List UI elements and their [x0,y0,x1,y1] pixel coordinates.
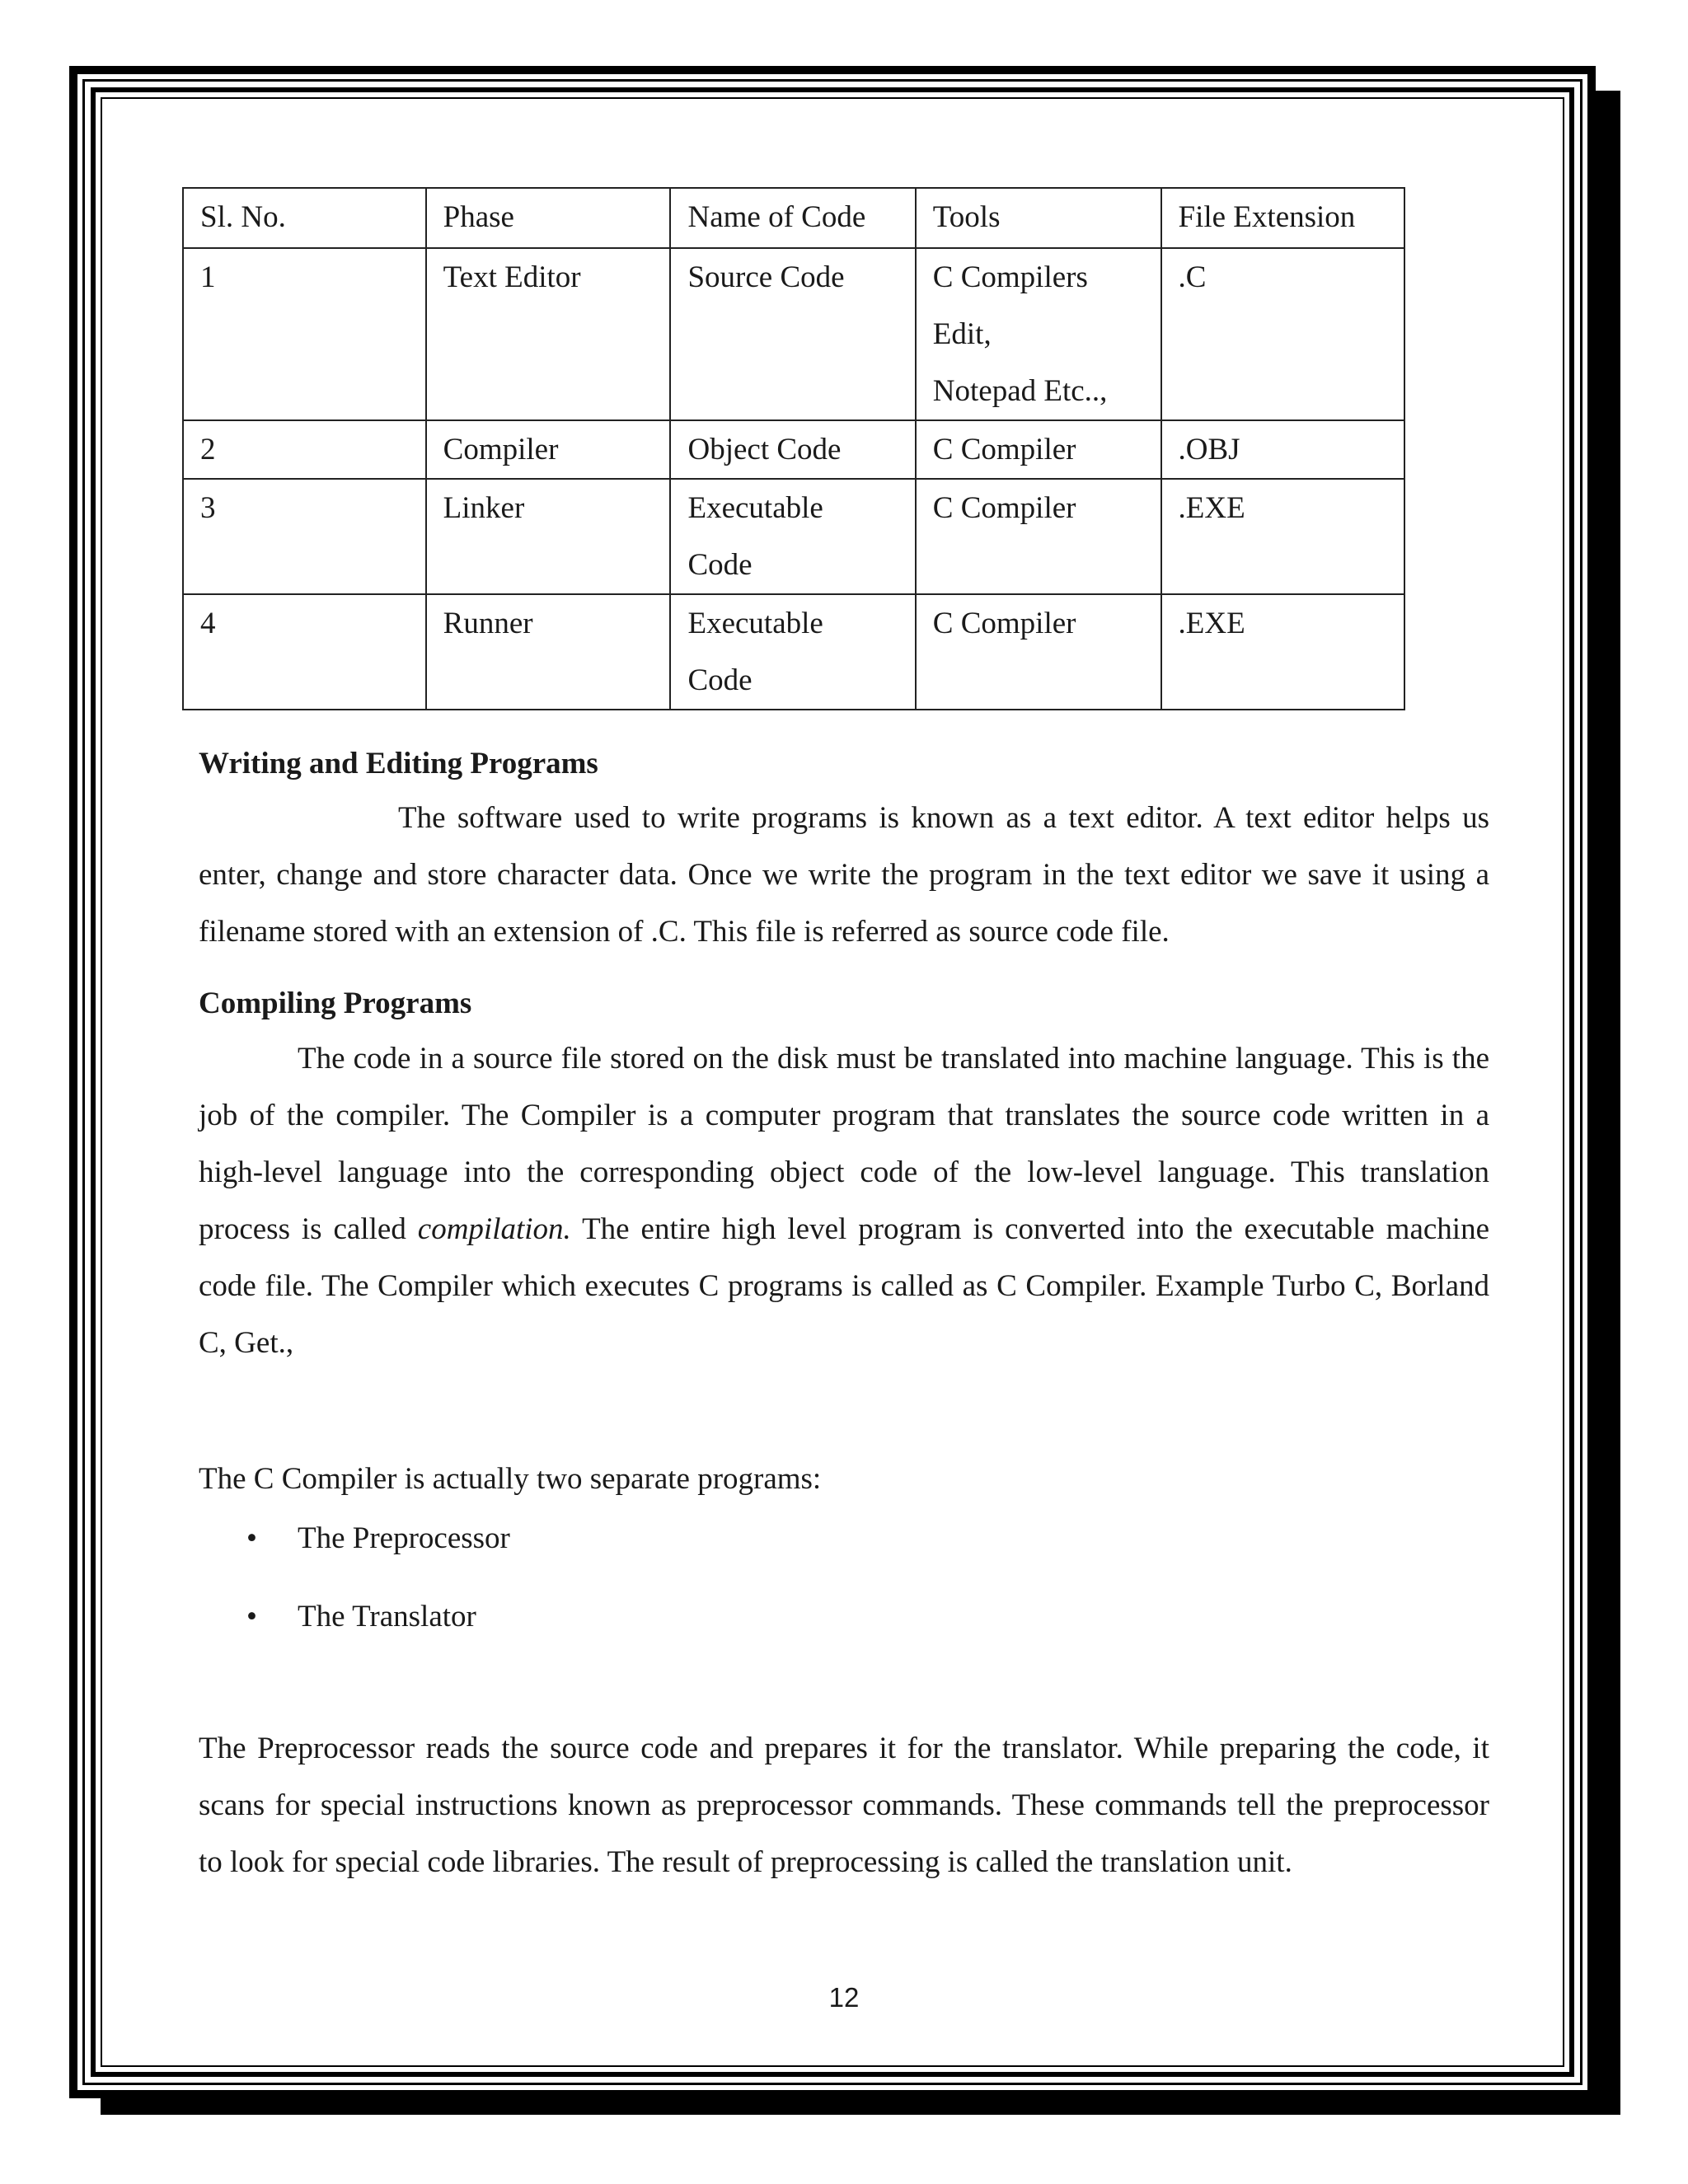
cell-file-extension: .C [1161,248,1405,420]
heading-writing-editing: Writing and Editing Programs [199,747,598,780]
cell-sl-no: 3 [183,479,426,594]
paragraph-text: The Preprocessor reads the source code and prepares it for the translator. While preparing the code, it scans for special instructions known as preprocessor commands. These commands tell the preprocessor to look for special code libraries. The result of preprocessing is called the translation unit. [199,1732,1489,1879]
bullet-icon: • [246,1600,257,1633]
cell-file-extension: .EXE [1161,479,1405,594]
term-compilation: compilation. [417,1212,571,1246]
cell-tools: C Compilers Edit, Notepad Etc.., [916,248,1161,420]
header-phase: Phase [426,188,671,248]
cell-phase: Linker [426,479,671,594]
cell-name-of-code: Executable Code [670,479,915,594]
header-sl-no: Sl. No. [183,188,426,248]
cell-phase: Compiler [426,420,671,479]
paragraph-preprocessor [199,1720,1489,1891]
list-item-label: The Preprocessor [298,1521,510,1555]
cell-phase: Text Editor [426,248,671,420]
list-item [199,1518,510,1559]
paragraph-text: The software used to write programs is known as a text editor. A text editor helps us enter, change and store character data. Once we write the program in the text editor we save it using a filename stored with an extension of .C. This file is referred as source code file. [199,801,1489,949]
paragraph-text: The C Compiler is actually two separate programs: [199,1462,822,1496]
table-row [183,594,1404,710]
compiler-programs-list [199,1518,510,1675]
header-file-extension: File Extension [1161,188,1405,248]
table-header-row [183,188,1404,248]
page-number: 12 [828,1982,860,2013]
list-item [199,1596,510,1638]
header-name-of-code: Name of Code [670,188,915,248]
paragraph-text [199,1030,1489,1371]
cell-sl-no: 4 [183,594,426,710]
cell-sl-no: 1 [183,248,426,420]
cell-file-extension: .OBJ [1161,420,1405,479]
table-row [183,248,1404,420]
heading-compiling-programs: Compiling Programs [199,987,472,1020]
cell-tools: C Compiler [916,420,1161,479]
cell-name-of-code: Object Code [670,420,915,479]
paragraph-text-after: The entire high level program is converted into the executable machine code file. The Compiler which executes C programs is called as C Compiler. Example Turbo C, Borland C, Get., [199,1212,1489,1360]
cell-name-of-code: Executable Code [670,594,915,710]
cell-name-of-code: Source Code [670,248,915,420]
intro-c-compiler-programs [199,1451,1489,1507]
list-item-label: The Translator [298,1600,476,1633]
cell-phase: Runner [426,594,671,710]
cell-tools: C Compiler [916,479,1161,594]
cell-tools: C Compiler [916,594,1161,710]
header-tools: Tools [916,188,1161,248]
compilation-phases-table [182,187,1405,710]
table-row [183,479,1404,594]
cell-sl-no: 2 [183,420,426,479]
paragraph-writing-editing [199,790,1489,960]
paragraph-compiling-programs [199,1030,1489,1371]
bullet-icon: • [246,1521,257,1555]
cell-file-extension: .EXE [1161,594,1405,710]
table-row [183,420,1404,479]
paragraph-text-before: The code in a source file stored on the disk must be translated into machine language. This is the job of the compiler. The Compiler is a computer program that translates the source code written in a high-level language into the corresponding object code of the low-level language. This translation process is called [199,1042,1489,1246]
